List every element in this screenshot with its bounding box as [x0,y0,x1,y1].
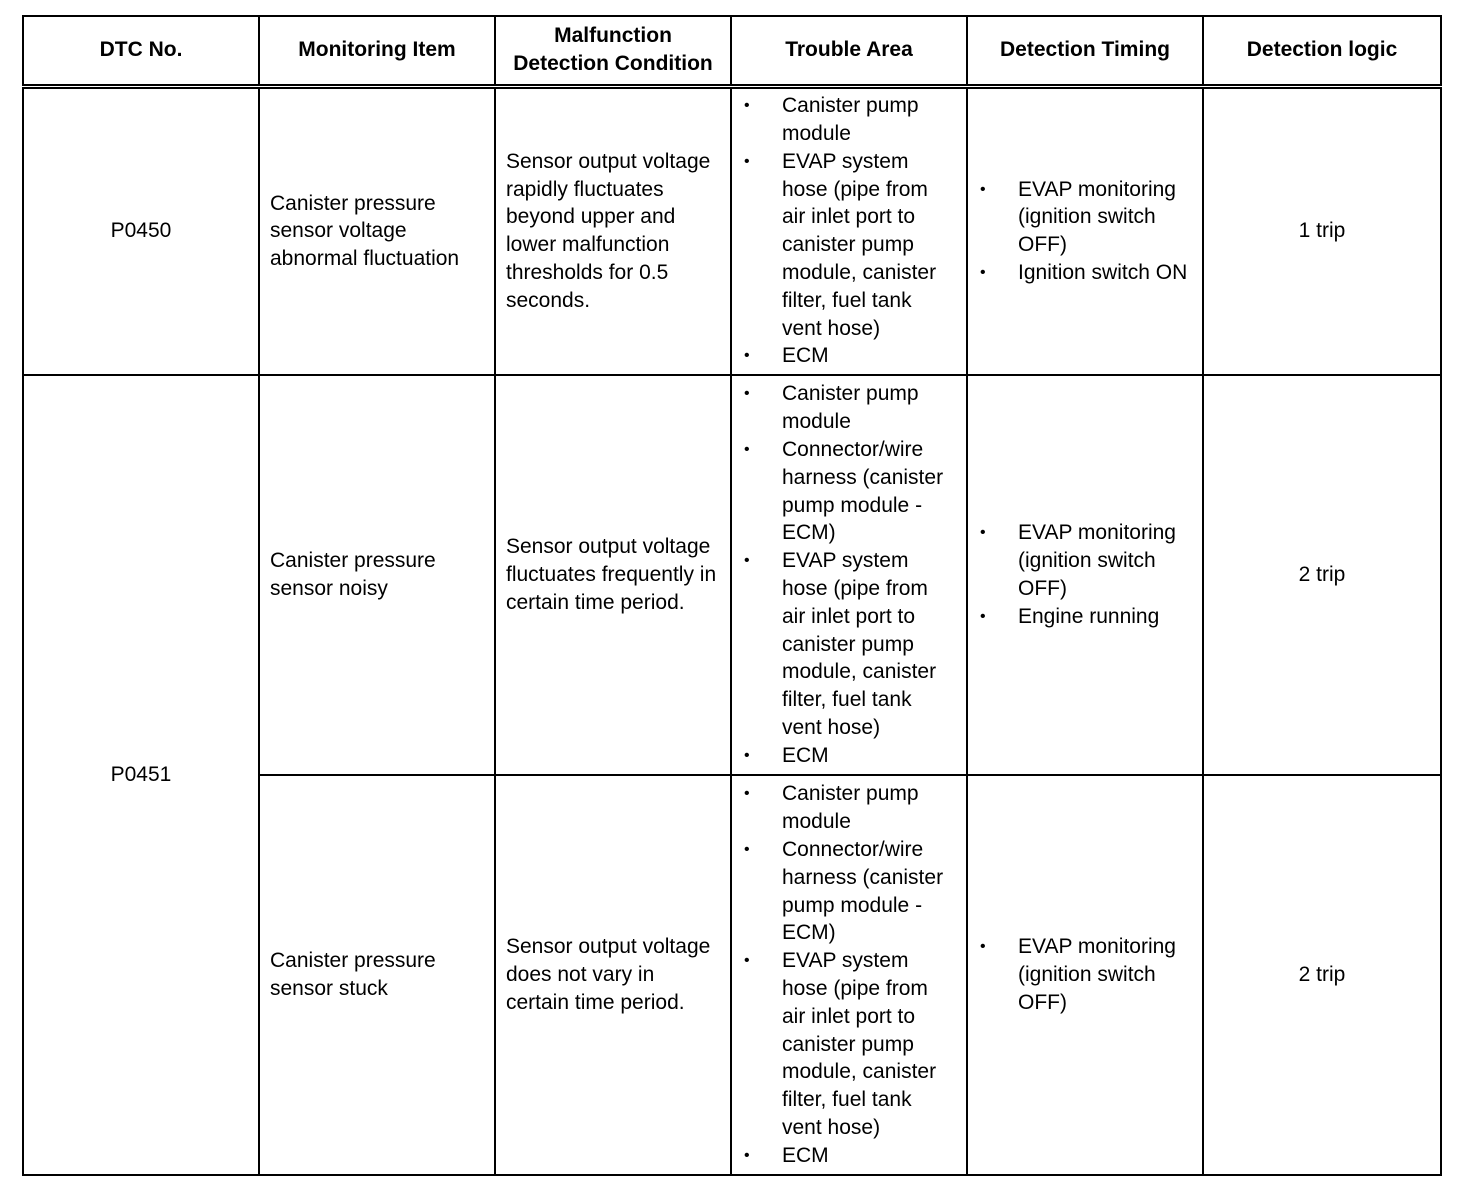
list-item: • EVAP monitoring (ignition switch OFF) [978,933,1192,1016]
list-item: • Connector/wire harness (canister pump module - ECM) [742,836,956,947]
detection-timing [967,775,1203,1175]
list-item: • Canister pump module [742,92,956,148]
detection-logic: 1 trip [1203,86,1441,375]
detection-condition: Sensor output voltage fluctuates frequently in certain time period. [495,375,731,775]
detection-condition: Sensor output voltage rapidly fluctuates beyond upper and lower malfunction thresholds for 0.5 seconds. [495,86,731,375]
trouble-area [731,86,967,375]
trouble-area-list [742,92,956,370]
trouble-area-list [742,780,956,1169]
list-item: • Ignition switch ON [978,259,1192,287]
header-trouble-area: Trouble Area [731,16,967,86]
dtc-table [22,15,1442,1176]
header-monitoring-item: Monitoring Item [259,16,495,86]
list-item: • ECM [742,1142,956,1170]
list-item: • EVAP system hose (pipe from air inlet port to canister pump module, canister filter, fuel tank vent hose) [742,947,956,1142]
detection-timing [967,375,1203,775]
list-item: • Connector/wire harness (canister pump module - ECM) [742,436,956,547]
header-detection-logic: Detection logic [1203,16,1441,86]
list-item: • EVAP monitoring (ignition switch OFF) [978,519,1192,602]
detection-timing-list [978,933,1192,1016]
monitoring-item: Canister pressure sensor stuck [259,775,495,1175]
trouble-area [731,775,967,1175]
trouble-area [731,375,967,775]
monitoring-item: Canister pressure sensor noisy [259,375,495,775]
list-item: • EVAP system hose (pipe from air inlet port to canister pump module, canister filter, fuel tank vent hose) [742,148,956,343]
list-item: • ECM [742,342,956,370]
header-dtc-no: DTC No. [23,16,259,86]
detection-timing-list [978,176,1192,287]
detection-logic: 2 trip [1203,375,1441,775]
list-item: • Canister pump module [742,780,956,836]
header-detection-timing: Detection Timing [967,16,1203,86]
header-row [23,16,1441,86]
detection-timing [967,86,1203,375]
detection-logic: 2 trip [1203,775,1441,1175]
list-item: • EVAP system hose (pipe from air inlet port to canister pump module, canister filter, fuel tank vent hose) [742,547,956,742]
list-item: • Engine running [978,603,1192,631]
monitoring-item: Canister pressure sensor voltage abnormal fluctuation [259,86,495,375]
detection-timing-list [978,519,1192,630]
dtc-code: P0451 [23,375,259,1175]
list-item: • ECM [742,742,956,770]
table-row [23,375,1441,775]
list-item: • Canister pump module [742,380,956,436]
dtc-code: P0450 [23,86,259,375]
header-malfunction-detection-condition: Malfunction Detection Condition [495,16,731,86]
list-item: • EVAP monitoring (ignition switch OFF) [978,176,1192,259]
detection-condition: Sensor output voltage does not vary in certain time period. [495,775,731,1175]
trouble-area-list [742,380,956,769]
table-row [23,86,1441,375]
